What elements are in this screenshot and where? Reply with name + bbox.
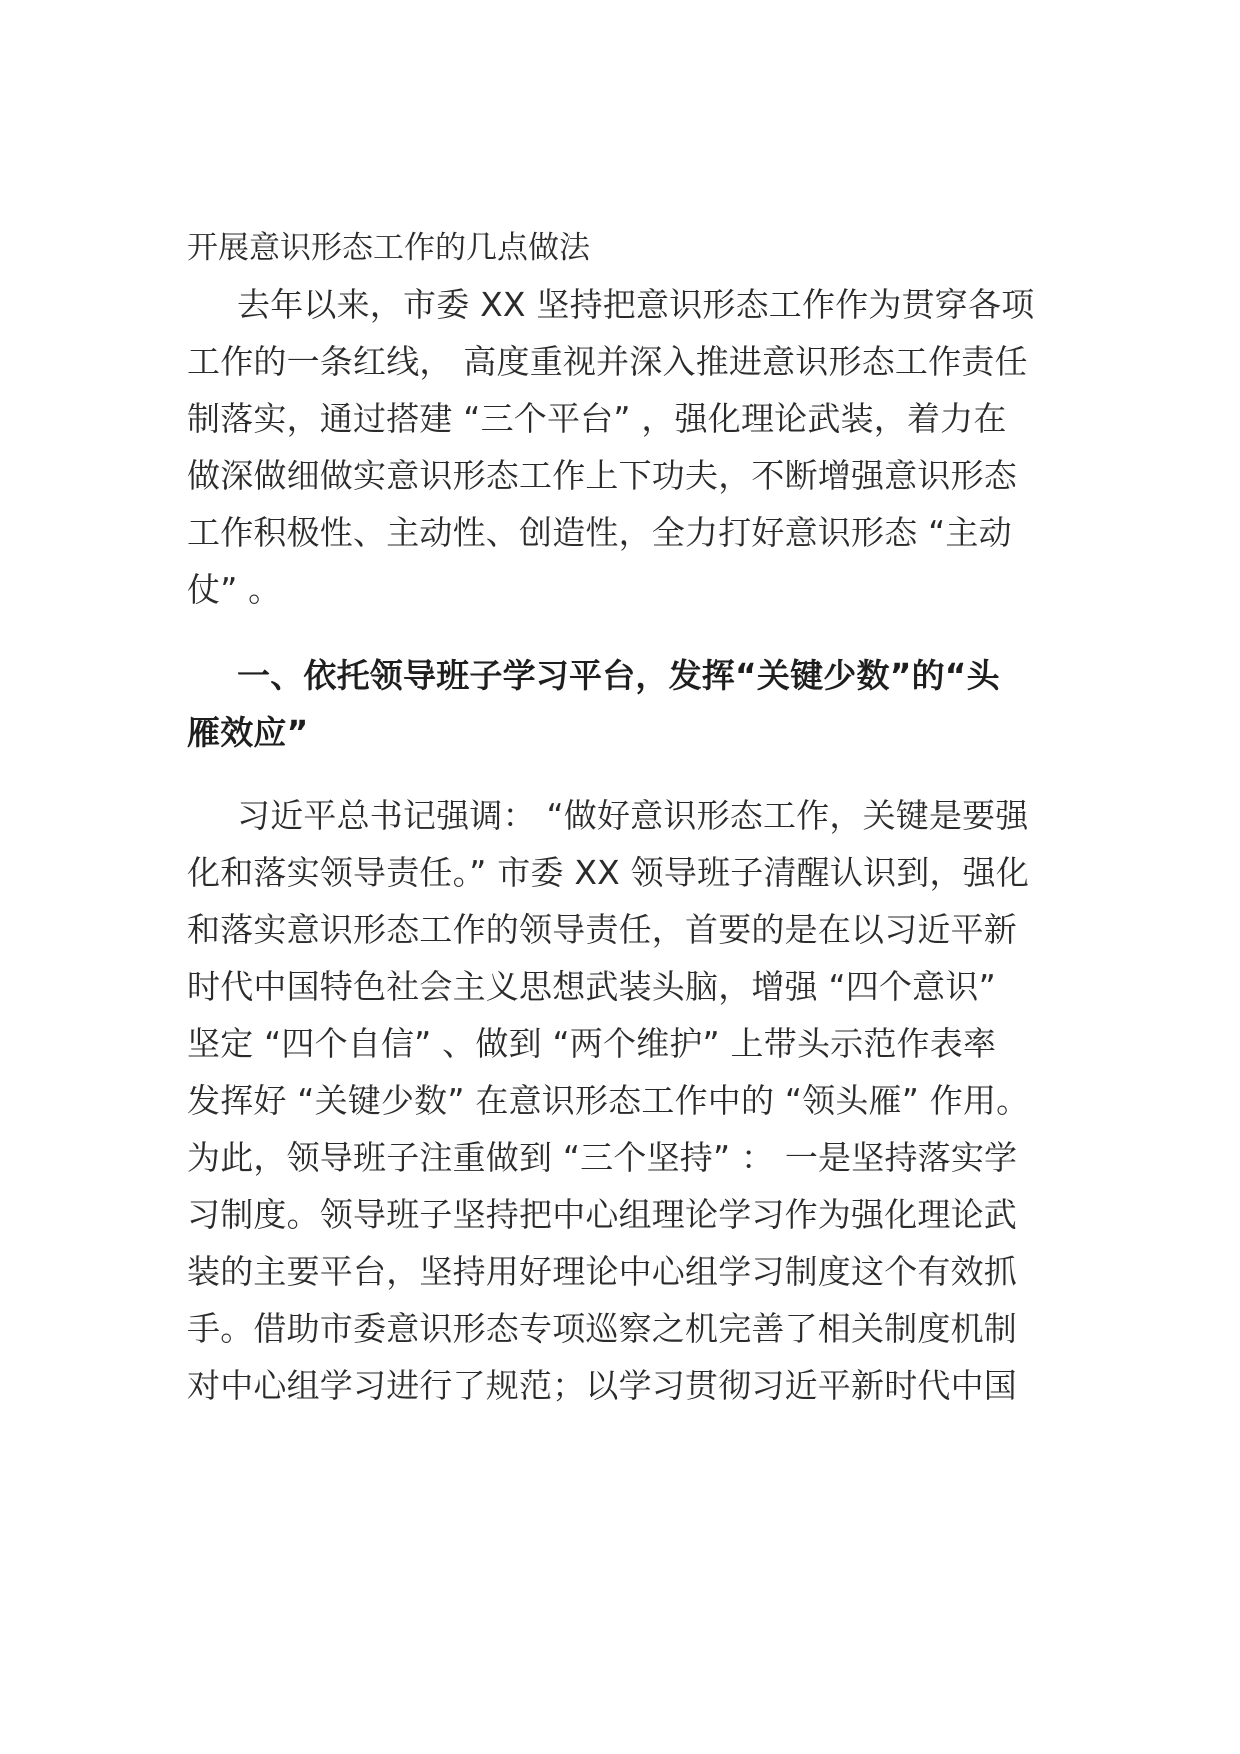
- body-line: 对中心组学习进行了规范；以学习贯彻习近平新时代中国: [187, 1366, 1017, 1405]
- intro-line: 工作积极性、主动性、创造性，全力打好意识形态 “主动: [187, 513, 1012, 552]
- intro-line: 仗” 。: [187, 570, 282, 609]
- body-line: 化和落实领导责任。” 市委 XX 领导班子清醒认识到，强化: [187, 853, 1030, 892]
- body-line: 手。借助市委意识形态专项巡察之机完善了相关制度机制: [187, 1309, 1017, 1348]
- intro-line: 工作的一条红线， 高度重视并深入推进意识形态工作责任: [187, 342, 1028, 381]
- body-line: 习近平总书记强调： “做好意识形态工作，关键是要强: [237, 796, 1029, 835]
- intro-line: 做深做细做实意识形态工作上下功夫，不断增强意识形态: [187, 456, 1017, 495]
- section-heading-line: 一、依托领导班子学习平台，发挥“关键少数”的“头: [237, 656, 1000, 695]
- body-line: 习制度。领导班子坚持把中心组理论学习作为强化理论武: [187, 1195, 1017, 1234]
- intro-line: 制落实，通过搭建 “三个平台” ，强化理论武装，着力在: [187, 399, 1007, 438]
- body-line: 时代中国特色社会主义思想武装头脑，增强 “四个意识”: [187, 967, 996, 1006]
- body-line: 发挥好 “关键少数” 在意识形态工作中的 “领头雁” 作用。: [187, 1081, 1030, 1120]
- body-line: 和落实意识形态工作的领导责任，首要的是在以习近平新: [187, 910, 1017, 949]
- section-heading-line: 雁效应”: [187, 713, 309, 752]
- body-line: 装的主要平台，坚持用好理论中心组学习制度这个有效抓: [187, 1252, 1017, 1291]
- body-line: 坚定 “四个自信” 、做到 “两个维护” 上带头示范作表率: [187, 1024, 997, 1063]
- body-line: 为此，领导班子注重做到 “三个坚持” ： 一是坚持落实学: [187, 1138, 1018, 1177]
- document-title: 开展意识形态工作的几点做法: [187, 230, 590, 266]
- intro-line: 去年以来，市委 XX 坚持把意识形态工作作为贯穿各项: [237, 285, 1035, 324]
